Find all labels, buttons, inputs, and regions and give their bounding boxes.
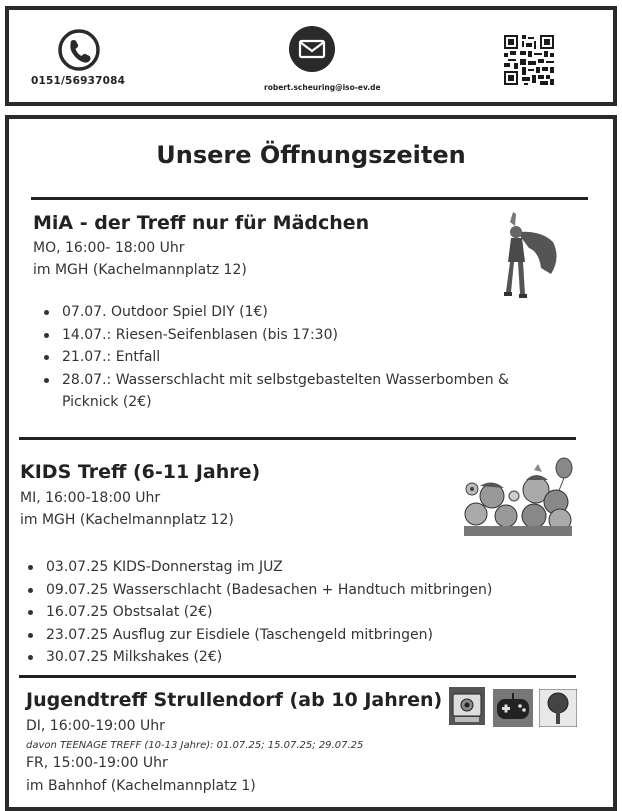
divider: [31, 197, 588, 200]
email-address[interactable]: robert.scheuring@iso-ev.de: [264, 83, 381, 92]
jugend-heading: Jugendtreff Strullendorf (ab 10 Jahren): [26, 689, 443, 711]
list-item: 07.07. Outdoor Spiel DIY (1€): [39, 301, 552, 324]
list-item: 30.07.25 Milkshakes (2€): [23, 646, 492, 669]
list-item: 23.07.25 Ausflug zur Eisdiele (Taschengeld mitbringen): [23, 624, 492, 647]
gamepad-icon: [493, 689, 533, 727]
kids-events-list: [23, 556, 492, 669]
camera-icon: [449, 687, 485, 725]
list-item: 03.07.25 KIDS-Donnerstag im JUZ: [23, 556, 492, 579]
divider: [19, 675, 576, 678]
ping-pong-icon: [539, 689, 577, 727]
mail-icon: [288, 25, 336, 73]
mia-time: MO, 16:00- 18:00 Uhr: [33, 240, 185, 256]
phone-number[interactable]: 0151/56937084: [31, 75, 126, 87]
page-title: Unsere Öffnungszeiten: [156, 141, 466, 169]
opening-hours-panel: [5, 115, 617, 811]
teenage-treff-dates: davon TEENAGE TREFF (10-13 Jahre): 01.07.25; 15.07.25; 29.07.25: [26, 740, 364, 751]
phone-icon: [57, 28, 101, 72]
list-item: 09.07.25 Wasserschlacht (Badesachen + Handtuch mitbringen): [23, 579, 492, 602]
divider: [19, 437, 576, 440]
kids-place: im MGH (Kachelmannplatz 12): [20, 512, 234, 528]
list-item: 16.07.25 Obstsalat (2€): [23, 601, 492, 624]
list-item: 21.07.: Entfall: [39, 346, 552, 369]
qr-code-icon: [504, 35, 554, 85]
jugend-time-tuesday: DI, 16:00-19:00 Uhr: [26, 718, 165, 734]
list-item: 28.07.: Wasserschlacht mit selbstgebastelten Wasserbomben & Picknick (2€): [39, 369, 552, 414]
kids-heading: KIDS Treff (6-11 Jahre): [20, 461, 261, 483]
superhero-girl-icon: [495, 212, 563, 300]
mia-heading: MiA - der Treff nur für Mädchen: [33, 212, 370, 234]
list-item: 14.07.: Riesen-Seifenblasen (bis 17:30): [39, 324, 552, 347]
kids-group-icon: [456, 456, 578, 536]
mia-place: im MGH (Kachelmannplatz 12): [33, 262, 247, 278]
jugend-time-friday: FR, 15:00-19:00 Uhr: [26, 755, 168, 771]
mia-events-list: [39, 301, 552, 414]
kids-time: MI, 16:00-18:00 Uhr: [20, 490, 161, 506]
contact-bar: [5, 6, 617, 106]
jugend-place: im Bahnhof (Kachelmannplatz 1): [26, 778, 256, 794]
